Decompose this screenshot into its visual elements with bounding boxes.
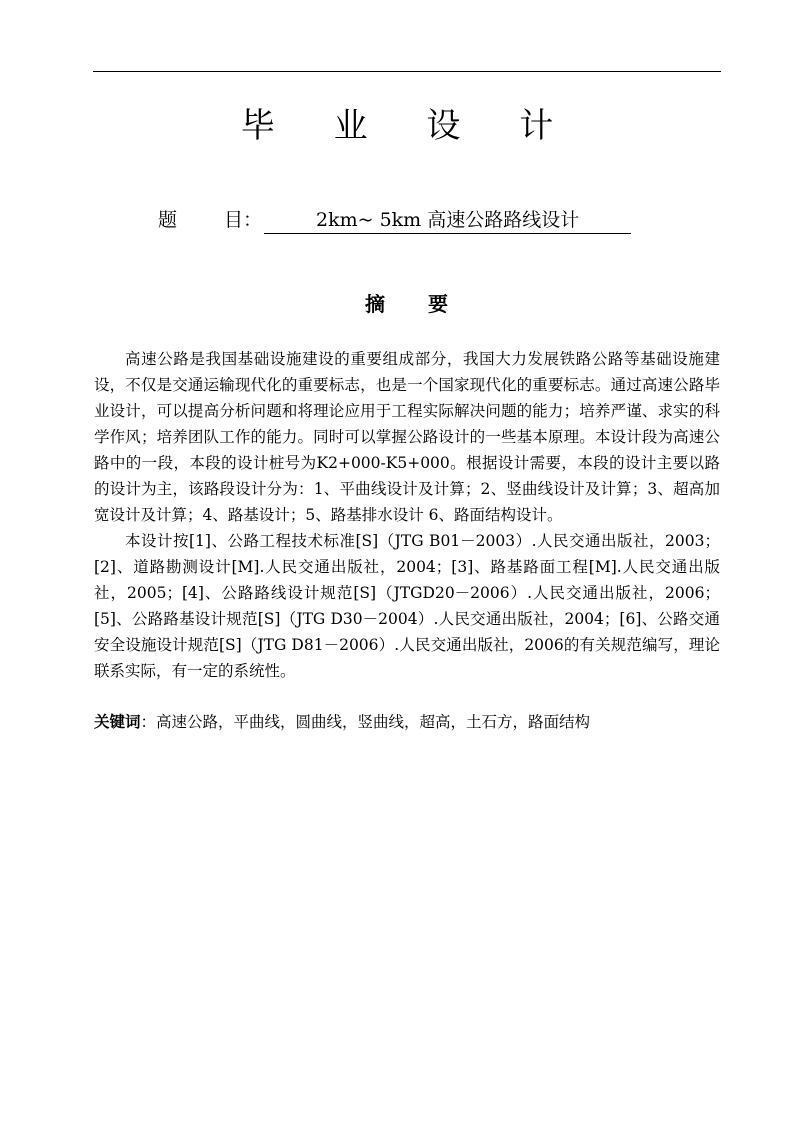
document-title: 毕 业 设 计 bbox=[240, 106, 578, 146]
top-rule bbox=[93, 71, 721, 72]
topic-label bbox=[158, 205, 263, 235]
topic-label-char-2: 目： bbox=[224, 209, 263, 231]
topic-label-char-1: 题 bbox=[158, 209, 178, 231]
keywords-line bbox=[94, 709, 720, 735]
topic-value-text: 2km~ 5km 高速公路路线设计 bbox=[316, 209, 580, 231]
abstract-paragraph: 本设计按[1]、公路工程技术标准[S]（JTG B01－2003）.人民交通出版社，2003；[2]、道路勘测设计[M].人民交通出版社，2004；[3]、路基路面工程[M].人民交通出版社，2005；[4]、公路路线设计规范[S]（JTGD20－2006）.人民交通出版社，2006；[5]、公路路基设计规范[S]（JTG D30－2004）.人民交通出版社，2004；[6]、公路交通安全设施设计规范[S]（JTG D81－2006）.人民交通出版社，2006的有关规范编写，理论联系实际，有一定的系统性。 bbox=[94, 532, 720, 680]
abstract-heading-char-1: 摘 bbox=[365, 292, 385, 316]
abstract-heading-char-2: 要 bbox=[428, 292, 448, 316]
topic-value-field bbox=[264, 205, 631, 234]
abstract-paragraph: 高速公路是我国基础设施建设的重要组成部分，我国大力发展铁路公路等基础设施建设，不仅是交通运输现代化的重要标志，也是一个国家现代化的重要标志。通过高速公路毕业设计，可以提高分析问题和将理论应用于工程实际解决问题的能力；培养严谨、求实的科学作风；培养团队工作的能力。同时可以掌握公路设计的一些基本原理。本设计段为高速公路中的一段，本段的设计桩号为K2+000-K5+000。根据设计需要，本段的设计主要以路的设计为主，该路段设计分为：1、平曲线设计及计算；2、竖曲线设计及计算；3、超高加宽设计及计算；4、路基设计；5、路基排水设计 6、路面结构设计。 bbox=[94, 350, 720, 524]
abstract-body bbox=[94, 346, 720, 684]
keywords-text: ：高速公路，平曲线，圆曲线，竖曲线，超高，土石方，路面结构 bbox=[140, 713, 591, 731]
keywords-label: 关键词 bbox=[94, 712, 141, 731]
